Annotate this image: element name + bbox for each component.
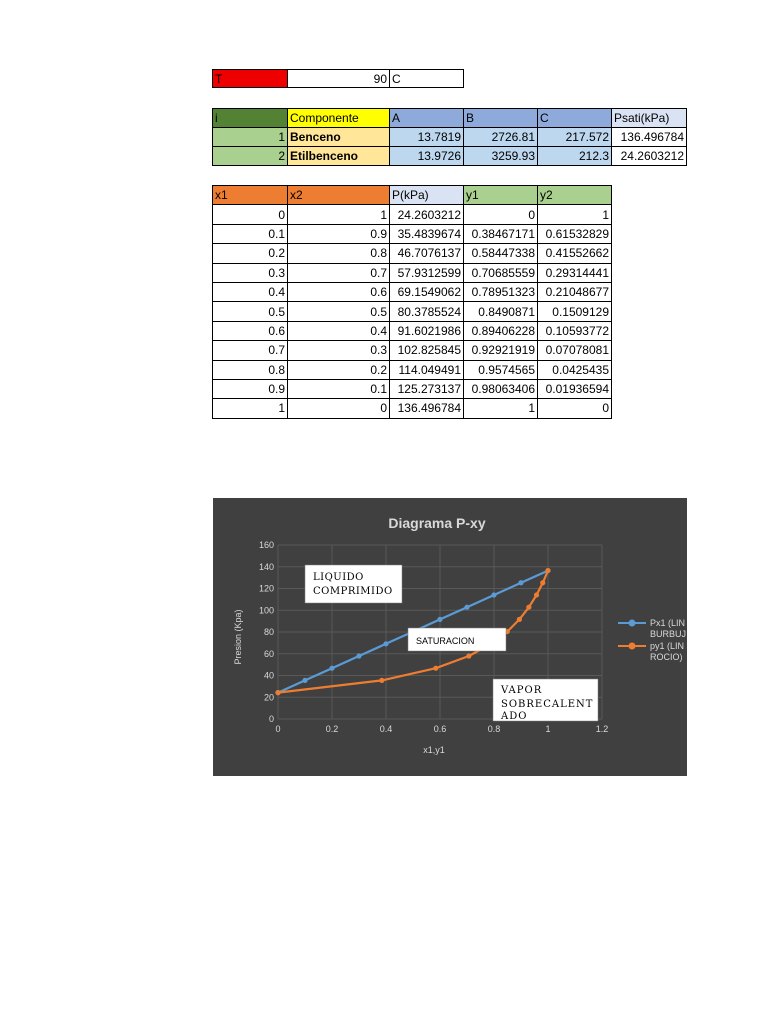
table-cell[interactable]: 217.572 (538, 128, 612, 147)
table-cell[interactable]: 13.7819 (390, 128, 464, 147)
table-cell[interactable]: 0.29314441 (538, 263, 612, 282)
table-cell[interactable]: 46.7076137 (390, 244, 464, 263)
annotation-vapor-line3: ADO (501, 711, 528, 722)
table-row (213, 360, 612, 379)
table-cell[interactable]: 114.049491 (390, 360, 464, 379)
table-cell[interactable]: 24.2603212 (390, 205, 464, 224)
table-cell[interactable]: 0.38467171 (464, 224, 538, 243)
table-cell[interactable]: 0.61532829 (538, 224, 612, 243)
data-point[interactable] (275, 690, 280, 695)
y-tick-label: 160 (258, 540, 274, 550)
x-tick-label: 0 (275, 724, 281, 734)
data-point[interactable] (437, 617, 442, 622)
data-point[interactable] (302, 678, 307, 683)
data-point[interactable] (379, 678, 384, 683)
data-point[interactable] (464, 605, 469, 610)
table-cell[interactable]: 0.4 (288, 321, 390, 340)
table-cell[interactable]: 57.9312599 (390, 263, 464, 282)
data-point[interactable] (526, 605, 531, 610)
data-point[interactable] (329, 666, 334, 671)
header-cell-i[interactable]: i (213, 109, 288, 128)
table-cell[interactable]: 0.3 (288, 341, 390, 360)
table-row (213, 282, 612, 301)
annotation-liquido-box (305, 565, 402, 603)
data-point[interactable] (517, 617, 522, 622)
x-axis-label: x1,y1 (423, 745, 445, 755)
y-tick-label: 100 (258, 605, 274, 616)
data-point[interactable] (356, 653, 361, 658)
x-tick-label: 0.8 (487, 724, 501, 734)
table-row (213, 302, 612, 321)
data-point[interactable] (433, 666, 438, 671)
table-cell[interactable]: 1 (213, 399, 288, 418)
header-cell-y1[interactable]: y1 (464, 186, 538, 205)
annotation-vapor-line2: SOBRECALENT (501, 699, 594, 710)
header-cell-a[interactable]: A (390, 109, 464, 128)
data-point[interactable] (518, 580, 523, 585)
annotation-vapor (493, 679, 598, 722)
table-cell[interactable]: 0.4 (213, 282, 288, 301)
legend-marker-px1 (629, 620, 636, 627)
table-cell[interactable]: 0.0425435 (538, 360, 612, 379)
annotation-saturacion-text: SATURACION (416, 636, 475, 646)
table-cell[interactable]: 1 (538, 205, 612, 224)
table-cell[interactable]: 0.9 (213, 379, 288, 398)
header-cell-psat[interactable]: Psati(kPa) (612, 109, 687, 128)
x-tick-label: 1 (545, 724, 551, 734)
equilibrium-table (212, 185, 612, 419)
legend-label-px1-line1: Px1 (LIN (650, 618, 686, 628)
table-cell[interactable]: 0.1 (288, 379, 390, 398)
x-tick-label: 1.2 (595, 724, 609, 734)
table-cell[interactable]: 0.92921919 (464, 341, 538, 360)
table-cell[interactable]: 0 (538, 399, 612, 418)
table-cell[interactable]: 2726.81 (464, 128, 538, 147)
table-cell[interactable]: 0.10593772 (538, 321, 612, 340)
header-cell-x1[interactable]: x1 (213, 186, 288, 205)
table-row (213, 263, 612, 282)
chart-svg (213, 498, 687, 776)
data-point[interactable] (466, 653, 471, 658)
table-row (213, 341, 612, 360)
y-tick-label: 20 (263, 692, 274, 703)
table-cell[interactable]: 0.41552662 (538, 244, 612, 263)
table-cell[interactable]: 3259.93 (464, 147, 538, 166)
table-cell[interactable]: 1 (288, 205, 390, 224)
table-row (213, 224, 612, 243)
antoine-row (213, 128, 687, 147)
legend[interactable] (618, 618, 686, 662)
table-cell[interactable]: 1 (213, 128, 288, 147)
annotation-liquido-line1: LIQUIDO (313, 572, 364, 583)
annotation-liquido (305, 565, 402, 603)
table-row (213, 244, 612, 263)
table-cell[interactable]: 13.9726 (390, 147, 464, 166)
x-tick-label: 0.4 (379, 724, 393, 734)
table-cell[interactable]: 0.5 (288, 302, 390, 321)
table-cell[interactable]: 0.70685559 (464, 263, 538, 282)
table-cell[interactable]: 125.273137 (390, 379, 464, 398)
table-cell[interactable]: 0.5 (213, 302, 288, 321)
table-cell[interactable]: 0 (213, 205, 288, 224)
table-cell[interactable]: 0.8490871 (464, 302, 538, 321)
table-cell[interactable]: 0 (464, 205, 538, 224)
table-cell[interactable]: 1 (464, 399, 538, 418)
table-row (213, 399, 612, 418)
data-point[interactable] (540, 580, 545, 585)
table-cell[interactable]: 0.58447338 (464, 244, 538, 263)
table-cell[interactable]: 0.8 (213, 360, 288, 379)
table-cell[interactable]: 0.8 (288, 244, 390, 263)
table-cell[interactable]: 0.7 (288, 263, 390, 282)
table-cell[interactable]: 0.07078081 (538, 341, 612, 360)
table-cell[interactable]: 91.6021986 (390, 321, 464, 340)
table-cell[interactable]: 35.4839674 (390, 224, 464, 243)
annotation-saturacion (408, 628, 506, 651)
table-row (213, 379, 612, 398)
table-cell[interactable]: 0.7 (213, 341, 288, 360)
table-cell[interactable]: Etilbenceno (288, 147, 390, 166)
chart-title: Diagrama P-xy (388, 515, 486, 531)
table-cell[interactable]: 0.89406228 (464, 321, 538, 340)
y-tick-label: 140 (258, 561, 274, 572)
table-cell[interactable]: 136.496784 (390, 399, 464, 418)
header-cell-x2[interactable]: x2 (288, 186, 390, 205)
chart-panel[interactable] (213, 498, 687, 776)
legend-label-py1-line1: py1 (LIN (650, 641, 685, 651)
table-cell[interactable]: Benceno (288, 128, 390, 147)
x-tick-label: 0.2 (325, 724, 339, 734)
antoine-table (212, 108, 687, 166)
table-row (213, 205, 612, 224)
annotation-liquido-line2: COMPRIMIDO (313, 586, 393, 597)
data-point[interactable] (534, 592, 539, 597)
y-tick-label: 0 (268, 714, 274, 724)
table-cell[interactable]: 80.3785524 (390, 302, 464, 321)
table-cell[interactable]: 0.2 (288, 360, 390, 379)
x-tick-label: 0.6 (433, 724, 447, 734)
data-point[interactable] (491, 592, 496, 597)
header-cell-c[interactable]: C (538, 109, 612, 128)
temperature-table (212, 69, 464, 88)
table-cell[interactable]: 2 (213, 147, 288, 166)
table-cell[interactable]: 212.3 (538, 147, 612, 166)
antoine-row (213, 147, 687, 166)
y-tick-label: 60 (263, 648, 274, 659)
data-point[interactable] (545, 568, 550, 573)
table-row (213, 321, 612, 340)
table-cell[interactable]: 0.2 (213, 244, 288, 263)
y-tick-label: 40 (263, 670, 274, 681)
table-cell[interactable]: 0.01936594 (538, 379, 612, 398)
table-cell[interactable]: 0.6 (213, 321, 288, 340)
header-cell-b[interactable]: B (464, 109, 538, 128)
table-cell[interactable]: 0.9 (288, 224, 390, 243)
equilibrium-table-body (213, 205, 612, 418)
table-cell[interactable]: 0.21048677 (538, 282, 612, 301)
table-cell[interactable]: 0.6 (288, 282, 390, 301)
equilibrium-header-row (213, 186, 612, 205)
legend-label-py1-line2: ROCIO) (650, 652, 683, 662)
table-cell[interactable]: 0.98063406 (464, 379, 538, 398)
table-cell[interactable]: 0.9574565 (464, 360, 538, 379)
header-cell-y2[interactable]: y2 (538, 186, 612, 205)
legend-label-px1-line2: BURBUJ (650, 629, 687, 639)
table-cell[interactable]: 0.1 (213, 224, 288, 243)
antoine-header-row (213, 109, 687, 128)
y-tick-label: 80 (263, 627, 274, 637)
header-cell-p[interactable]: P(kPa) (390, 186, 464, 205)
table-cell[interactable]: 24.2603212 (612, 147, 687, 166)
table-cell[interactable]: 0.1509129 (538, 302, 612, 321)
y-axis-label: Presion (Kpa) (233, 609, 243, 665)
data-point[interactable] (383, 641, 388, 646)
temperature-unit[interactable]: C (390, 70, 464, 88)
table-cell[interactable]: 69.1549062 (390, 282, 464, 301)
temperature-row (213, 70, 464, 88)
temperature-label[interactable]: T (213, 70, 288, 88)
y-tick-label: 120 (258, 583, 274, 594)
annotation-vapor-line1: VAPOR (501, 685, 543, 696)
header-cell-componente[interactable]: Componente (288, 109, 390, 128)
table-cell[interactable]: 0.3 (213, 263, 288, 282)
table-cell[interactable]: 0 (288, 399, 390, 418)
table-cell[interactable]: 0.78951323 (464, 282, 538, 301)
temperature-value[interactable]: 90 (288, 70, 390, 88)
table-cell[interactable]: 136.496784 (612, 128, 687, 147)
legend-marker-py1 (629, 643, 636, 650)
table-cell[interactable]: 102.825845 (390, 341, 464, 360)
